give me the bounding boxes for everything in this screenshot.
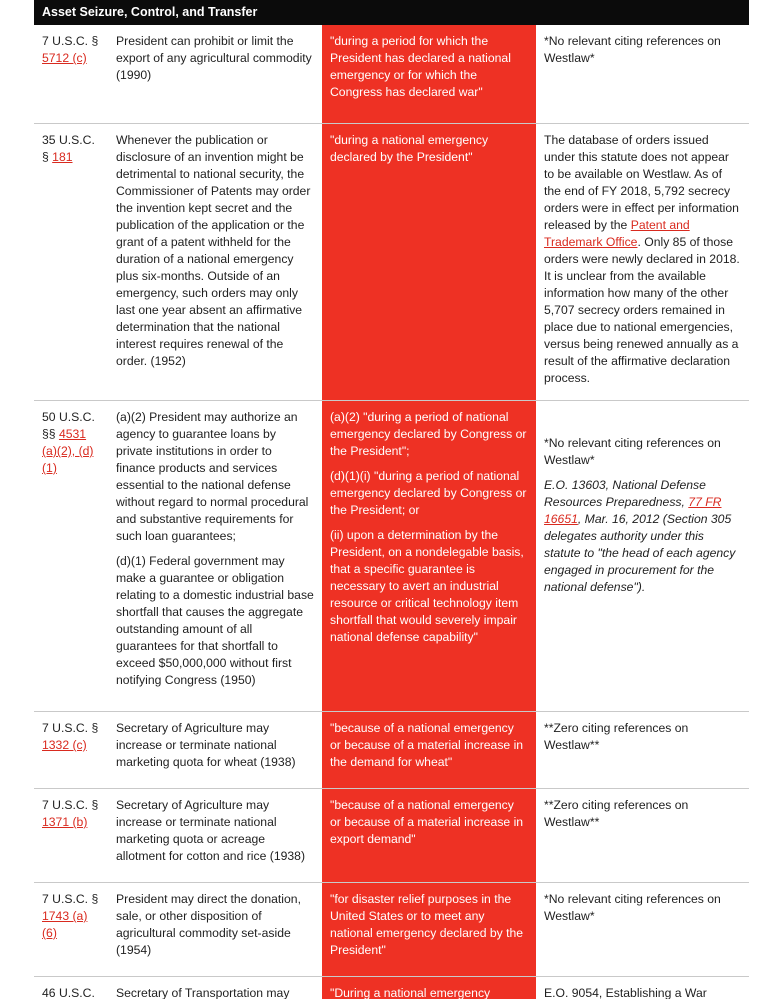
- statute-prefix: 50 U.S.C. §§: [42, 410, 95, 441]
- table-row: [34, 25, 749, 124]
- eo-text: , Mar. 16, 2012 (Section 305 delegates authority under this statute to "the head of each agency engaged in procurement for the national defense").: [544, 512, 736, 594]
- notes-text: *No relevant citing references on Westlaw*: [544, 436, 721, 467]
- statute-prefix: 7 U.S.C. §: [42, 34, 99, 48]
- description-cell: Secretary of Agriculture may increase or terminate national marketing quota or acreage allotment for cotton and rice (1938): [116, 798, 306, 863]
- trigger-cell: "because of a national emergency or because of a material increase in the demand for wheat": [330, 721, 524, 769]
- description-cell: President can prohibit or limit the export of any agricultural commodity (1990): [116, 34, 312, 82]
- federal-register-link[interactable]: 77 FR 16651: [544, 495, 722, 526]
- description-part-a: (a)(2) President may authorize an agency to guarantee loans by private institutions in order to finance products and services essential to the national defense without regard to normal procedural and substantive requirements for such loan guarantees;: [116, 410, 309, 543]
- notes-cell: *No relevant citing references on Westlaw*: [544, 34, 721, 65]
- table-row: [34, 124, 749, 401]
- statute-prefix: 7 U.S.C. §: [42, 892, 99, 906]
- section-title: Asset Seizure, Control, and Transfer: [34, 0, 749, 25]
- statute-link[interactable]: 1371 (b): [42, 815, 88, 829]
- statute-cell: [34, 401, 108, 711]
- statute-link[interactable]: 1743 (a)(6): [42, 909, 88, 940]
- notes-cell: E.O. 9054, Establishing a War: [544, 986, 707, 999]
- executive-order-note: [544, 477, 741, 596]
- statute-cell: [34, 712, 108, 788]
- statute-link[interactable]: 5712 (c): [42, 51, 87, 65]
- table-row: [34, 712, 749, 789]
- statute-cell: [34, 789, 108, 882]
- description-cell: [108, 401, 322, 711]
- notes-text: The database of orders issued under this statute does not appear to be available on Westlaw. As of the end of FY 2018, 5,792 secrecy orders were in effect per information released by the: [544, 133, 739, 232]
- description-cell: President may direct the donation, sale, or other disposition of agricultural commodity set-aside (1954): [116, 892, 301, 957]
- eo-text: E.O. 13603, National Defense Resources Preparedness,: [544, 478, 706, 509]
- statute-cell: [34, 25, 108, 123]
- description-cell: Whenever the publication or disclosure of an invention might be detrimental to national security, the Commissioner of Patents may order the invention kept secret and the publication of the application or the grant of a patent withheld for the duration of a national emergency plus six-months. Outside of an emergency, such orders may only last one year absent an affirmative determination that the national interest requires renewal of the order. (1952): [116, 133, 311, 368]
- table-row: [34, 789, 749, 883]
- statute-cell: [34, 124, 108, 400]
- notes-cell: [536, 401, 749, 711]
- trigger-part-b: (d)(1)(i) "during a period of national emergency declared by Congress or the President; or: [330, 469, 527, 517]
- trigger-part-a: (a)(2) "during a period of national emergency declared by Congress or the President";: [330, 410, 527, 458]
- statutes-table: [34, 25, 749, 999]
- trigger-part-c: (ii) upon a determination by the President, on a nondelegable basis, that a specific guarantee is necessary to avert an industrial resource or critical technology item shortfall that would severely impair national defense capability": [330, 528, 524, 644]
- statute-prefix: 7 U.S.C. §: [42, 798, 99, 812]
- trigger-cell: "during a national emergency declared by the President": [330, 133, 489, 164]
- statute-cell: [34, 883, 108, 976]
- trigger-cell: "during a period for which the President has declared a national emergency or for which the Congress has declared war": [330, 34, 511, 99]
- table-row: [34, 977, 749, 999]
- statute-cell: 46 U.S.C.: [42, 986, 95, 999]
- notes-cell: **Zero citing references on Westlaw**: [544, 721, 689, 752]
- trigger-cell: "because of a national emergency or because of a material increase in export demand": [330, 798, 524, 846]
- statute-link[interactable]: 4531 (a)(2), (d)(1): [42, 427, 94, 475]
- description-cell: Secretary of Agriculture may increase or terminate national marketing quota for wheat (1938): [116, 721, 296, 769]
- statute-prefix: 35 U.S.C. §: [42, 133, 95, 164]
- trigger-cell: "During a national emergency: [330, 986, 491, 999]
- trigger-cell: [322, 401, 536, 711]
- table-row: [34, 883, 749, 977]
- notes-cell: [536, 124, 749, 400]
- description-cell: Secretary of Transportation may: [116, 986, 290, 999]
- notes-cell: **Zero citing references on Westlaw**: [544, 798, 689, 829]
- trigger-cell: "for disaster relief purposes in the United States or to meet any national emergency declared by the President": [330, 892, 524, 957]
- description-part-b: (d)(1) Federal government may make a guarantee or obligation relating to a domestic industrial base shortfall that causes the aggregate outstanding amount of all guarantees for that shortfall to exceed $50,000,000 without first notifying Congress (1950): [116, 554, 314, 687]
- statute-link[interactable]: 181: [52, 150, 73, 164]
- notes-text: . Only 85 of those orders were newly declared in 2018. It is unclear from the available information how many of the other 5,707 secrecy orders remained in place due to national emergencies, versus being renewed annually as a result of the affirmative declaration process.: [544, 235, 740, 385]
- patent-office-link[interactable]: Patent and Trademark Office: [544, 218, 690, 249]
- statute-link[interactable]: 1332 (c): [42, 738, 87, 752]
- notes-cell: *No relevant citing references on Westlaw*: [544, 892, 721, 923]
- table-row: [34, 401, 749, 712]
- statute-prefix: 7 U.S.C. §: [42, 721, 99, 735]
